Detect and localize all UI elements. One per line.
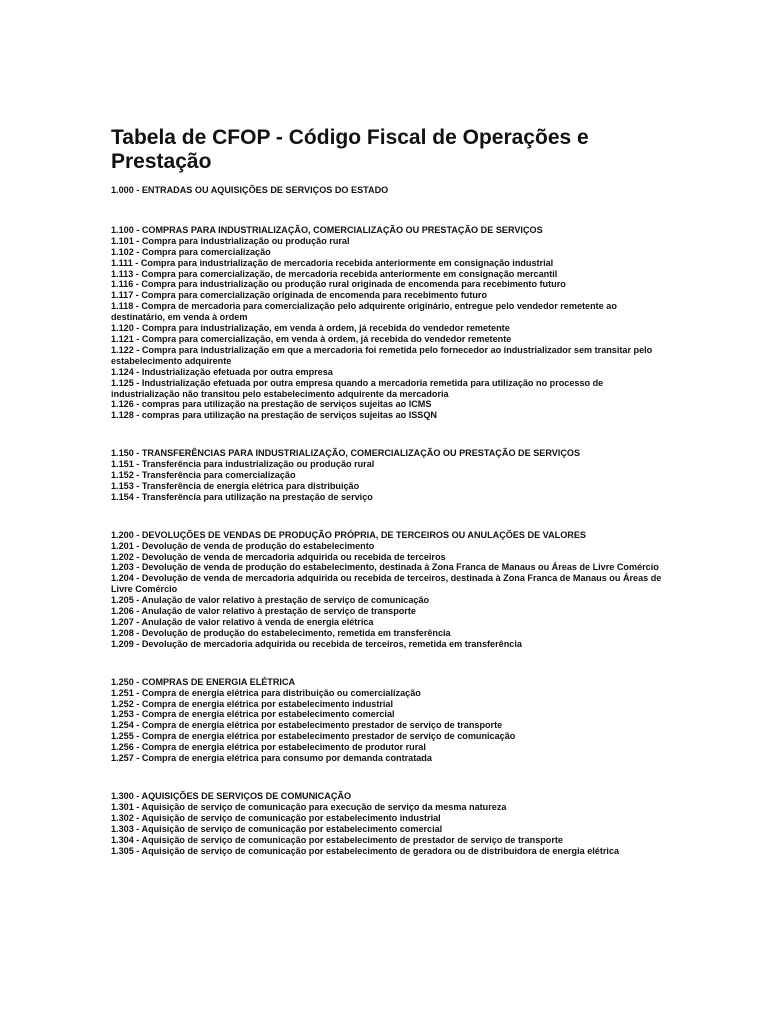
cfop-entry: 1.204 - Devolução de venda de mercadoria adquirida ou recebida de terceiros, destinada à Zona Franca de Manaus ou Áreas de Livre Comércio (111, 573, 662, 595)
cfop-entry: 1.252 - Compra de energia elétrica por estabelecimento industrial (111, 698, 394, 709)
cfop-entry: 1.113 - Compra para comercialização, de mercadoria recebida anteriormente em consignação mercantil (111, 268, 558, 279)
cfop-entry: 1.256 - Compra de energia elétrica por estabelecimento de produtor rural (111, 742, 426, 753)
cfop-entry: 1.118 - Compra de mercadoria para comercialização pelo adquirente originário, entregue pelo vendedor remetente ao destinatário, em venda à ordem (111, 301, 617, 323)
cfop-entry: 1.251 - Compra de energia elétrica para distribuição ou comercialização (111, 687, 421, 698)
cfop-entry: 1.304 - Aquisição de serviço de comunicação por estabelecimento de prestador de serviço de transporte (111, 834, 563, 845)
cfop-entry: 1.125 - Industrialização efetuada por outra empresa quando a mercadoria remetida para utilização no processo de industrialização não transitou pelo estabelecimento adquirente da mercadoria (111, 377, 604, 399)
cfop-entry: 1.126 - compras para utilização na prestação de serviços sujeitas ao ICMS (111, 399, 432, 410)
cfop-entry: 1.305 - Aquisição de serviço de comunicação por estabelecimento de geradora ou de distribuidora de energia elétrica (111, 845, 620, 856)
cfop-entry: 1.152 - Transferência para comercialização (111, 470, 296, 481)
section-heading: 1.150 - TRANSFERÊNCIAS PARA INDUSTRIALIZAÇÃO, COMERCIALIZAÇÃO OU PRESTAÇÃO DE SERVIÇOS (111, 448, 581, 459)
cfop-entry: 1.117 - Compra para comercialização originada de encomenda para recebimento futuro (111, 290, 487, 301)
cfop-entry: 1.122 - Compra para industrialização em que a mercadoria foi remetida pelo fornecedor ao industrializador sem transitar pelo estabelecimento adquirente (111, 344, 653, 366)
section-1150 (111, 448, 663, 503)
cfop-entry: 1.254 - Compra de energia elétrica por estabelecimento prestador de serviço de transporte (111, 720, 503, 731)
cfop-entry: 1.202 - Devolução de venda de mercadoria adquirida ou recebida de terceiros (111, 551, 446, 562)
cfop-entry: 1.301 - Aquisição de serviço de comunicação para execução de serviço da mesma natureza (111, 801, 507, 812)
cfop-entry: 1.206 - Anulação de valor relativo à prestação de serviço de transporte (111, 606, 416, 617)
section-heading: 1.250 - COMPRAS DE ENERGIA ELÉTRICA (111, 676, 296, 687)
document-title: Tabela de CFOP - Código Fiscal de Operações e Prestação (111, 126, 589, 173)
section-heading: 1.000 - ENTRADAS OU AQUISIÇÕES DE SERVIÇOS DO ESTADO (111, 185, 389, 195)
cfop-entry: 1.153 - Transferência de energia elétrica para distribuição (111, 480, 360, 491)
cfop-entry: 1.128 - compras para utilização na prestação de serviços sujeitas ao ISSQN (111, 410, 438, 421)
section-1000 (111, 185, 663, 196)
section-heading: 1.100 - COMPRAS PARA INDUSTRIALIZAÇÃO, COMERCIALIZAÇÃO OU PRESTAÇÃO DE SERVIÇOS (111, 224, 543, 235)
cfop-entry: 1.154 - Transferência para utilização na prestação de serviço (111, 491, 373, 502)
cfop-entry: 1.208 - Devolução de produção do estabelecimento, remetida em transferência (111, 627, 451, 638)
cfop-entry: 1.111 - Compra para industrialização de mercadoria recebida anteriormente em consignação industrial (111, 257, 554, 268)
section-1100 (111, 225, 663, 421)
cfop-entry: 1.102 - Compra para comercialização (111, 246, 271, 257)
section-1200 (111, 530, 663, 650)
cfop-entry: 1.302 - Aquisição de serviço de comunicação por estabelecimento industrial (111, 812, 441, 823)
cfop-entry: 1.120 - Compra para industrialização, em venda à ordem, já recebida do vendedor remetente (111, 323, 510, 334)
cfop-entry: 1.121 - Compra para comercialização, em venda à ordem, já recebida do vendedor remetente (111, 333, 512, 344)
cfop-entry: 1.255 - Compra de energia elétrica por estabelecimento prestador de serviço de comunicação (111, 731, 516, 742)
cfop-entry: 1.116 - Compra para industrialização ou produção rural originada de encomenda para recebimento futuro (111, 279, 566, 290)
cfop-entry: 1.151 - Transferência para industrialização ou produção rural (111, 459, 375, 470)
cfop-entry: 1.124 - Industrialização efetuada por outra empresa (111, 366, 333, 377)
cfop-entry: 1.303 - Aquisição de serviço de comunicação por estabelecimento comercial (111, 823, 443, 834)
section-1250 (111, 677, 663, 764)
cfop-entry: 1.205 - Anulação de valor relativo à prestação de serviço de comunicação (111, 595, 430, 606)
section-heading: 1.200 - DEVOLUÇÕES DE VENDAS DE PRODUÇÃO PRÓPRIA, DE TERCEIROS OU ANULAÇÕES DE VALORES (111, 529, 586, 540)
cfop-entry: 1.257 - Compra de energia elétrica para consumo por demanda contratada (111, 753, 432, 764)
cfop-entry: 1.253 - Compra de energia elétrica por estabelecimento comercial (111, 709, 395, 720)
cfop-entry: 1.201 - Devolução de venda de produção do estabelecimento (111, 540, 375, 551)
section-1300 (111, 791, 663, 856)
cfop-entry: 1.209 - Devolução de mercadoria adquirida ou recebida de terceiros, remetida em transferência (111, 638, 522, 649)
cfop-entry: 1.207 - Anulação de valor relativo à venda de energia elétrica (111, 617, 374, 627)
cfop-list (111, 185, 663, 856)
cfop-entry: 1.203 - Devolução de venda de produção do estabelecimento, destinada à Zona Franca de Manaus ou Áreas de Livre Comércio (111, 562, 659, 573)
section-heading: 1.300 - AQUISIÇÕES DE SERVIÇOS DE COMUNICAÇÃO (111, 790, 352, 801)
cfop-entry: 1.101 - Compra para industrialização ou produção rural (111, 235, 350, 246)
